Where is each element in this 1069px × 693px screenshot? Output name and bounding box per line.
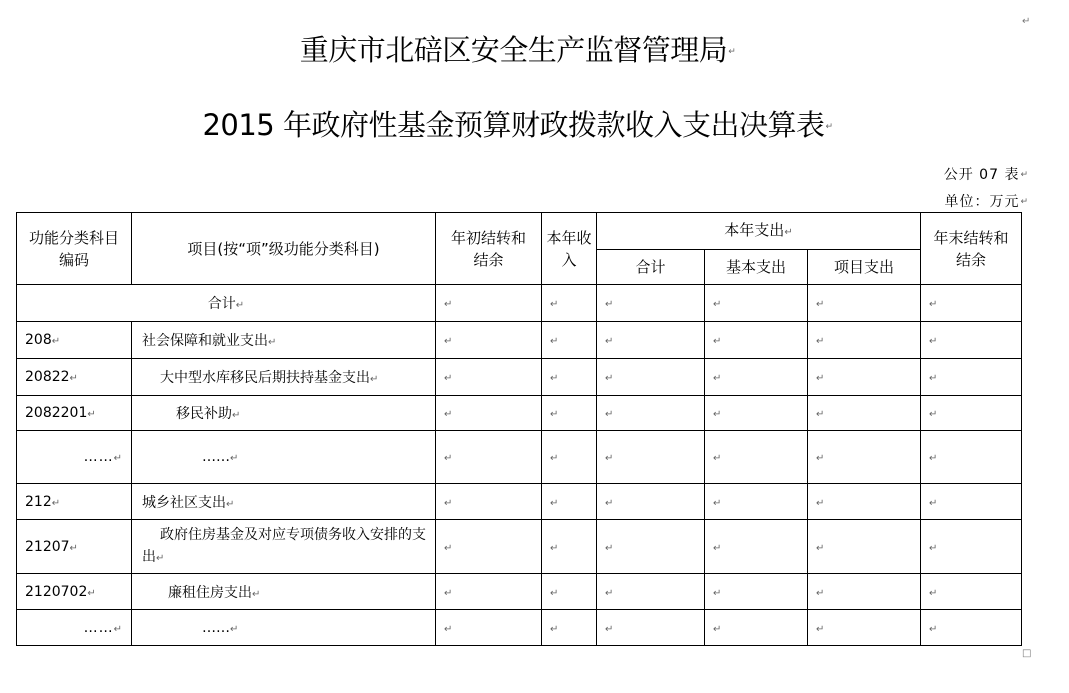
unit-label: 单位：万元↵ [944,194,1029,210]
header-expense-project: 项目支出 [808,250,921,285]
cell-empty: ↵ [597,396,705,431]
row-item: ……↵ [132,610,436,646]
cell-empty: ↵ [808,396,921,431]
row-code: 20822↵ [17,359,132,396]
document-title-line1: 重庆市北碚区安全生产监督管理局↵ [299,33,736,67]
cell-empty: ↵ [436,322,542,359]
cell-empty: ↵ [921,322,1022,359]
paragraph-mark: ↵ [1022,16,1031,27]
cell-empty: ↵ [705,359,808,396]
row-item: 廉租住房支出↵ [132,574,436,610]
table-row [17,359,1022,396]
cell-empty: ↵ [542,431,597,484]
cell-empty: ↵ [436,431,542,484]
header-item: 项目(按“项”级功能分类科目) [132,213,436,285]
table-row [17,396,1022,431]
table-row [17,520,1022,574]
row-item: 移民补助↵ [132,396,436,431]
cell-empty: ↵ [542,484,597,520]
cell-empty: ↵ [808,484,921,520]
cell-empty: ↵ [597,520,705,574]
cell-empty: ↵ [921,574,1022,610]
document-number: 公开 07 表↵ [943,167,1029,183]
row-code: ……↵ [17,431,132,484]
row-code: 2082201↵ [17,396,132,431]
cell-empty: ↵ [597,285,705,322]
total-row [17,285,1022,322]
cell-empty: ↵ [597,610,705,646]
row-code: 21207↵ [17,520,132,574]
cell-empty: ↵ [436,520,542,574]
row-item: 政府住房基金及对应专项债务收入安排的支出↵ [132,520,436,574]
cell-empty: ↵ [921,431,1022,484]
header-begin-balance: 年初结转和结余 [436,213,542,285]
cell-empty: ↵ [436,396,542,431]
cell-empty: ↵ [542,574,597,610]
header-expense-total: 合计 [597,250,705,285]
cell-empty: ↵ [808,359,921,396]
cell-empty: ↵ [705,431,808,484]
row-item: 大中型水库移民后期扶持基金支出↵ [132,359,436,396]
cell-empty: ↵ [705,322,808,359]
cell-empty: ↵ [808,610,921,646]
cell-empty: ↵ [597,484,705,520]
cell-empty: ↵ [705,396,808,431]
header-income: 本年收入 [542,213,597,285]
cell-empty: ↵ [542,285,597,322]
header-expense-group: 本年支出↵ [597,213,921,250]
cell-empty: ↵ [542,396,597,431]
cell-empty: ↵ [705,484,808,520]
header-end-balance: 年末结转和结余 [921,213,1022,285]
cell-empty: ↵ [808,285,921,322]
budget-table [16,212,1022,646]
cell-empty: ↵ [436,285,542,322]
cell-empty: ↵ [808,574,921,610]
cell-empty: ↵ [705,610,808,646]
table-row [17,610,1022,646]
table-row [17,484,1022,520]
cell-empty: ↵ [705,574,808,610]
cell-empty: ↵ [436,610,542,646]
row-item: 城乡社区支出↵ [132,484,436,520]
row-code: 208↵ [17,322,132,359]
document-title-line2: 2015 年政府性基金预算财政拨款收入支出决算表↵ [202,108,833,142]
cell-empty: ↵ [436,574,542,610]
row-item: ……↵ [132,431,436,484]
cell-empty: ↵ [808,431,921,484]
cell-empty: ↵ [597,574,705,610]
table-row [17,322,1022,359]
cell-empty: ↵ [705,520,808,574]
cell-empty: ↵ [808,520,921,574]
cell-empty: ↵ [705,285,808,322]
cell-empty: ↵ [597,322,705,359]
cell-empty: ↵ [542,359,597,396]
header-expense-basic: 基本支出 [705,250,808,285]
cell-empty: ↵ [542,610,597,646]
cell-empty: ↵ [921,610,1022,646]
cell-empty: ↵ [597,431,705,484]
row-code: ……↵ [17,610,132,646]
row-item: 社会保障和就业支出↵ [132,322,436,359]
header-code: 功能分类科目编码 [17,213,132,285]
cell-empty: ↵ [921,359,1022,396]
table-row [17,574,1022,610]
row-code: 212↵ [17,484,132,520]
table-end-mark: □ [1022,648,1032,659]
table-row [17,431,1022,484]
cell-empty: ↵ [542,520,597,574]
cell-empty: ↵ [808,322,921,359]
cell-empty: ↵ [921,285,1022,322]
cell-empty: ↵ [436,359,542,396]
cell-empty: ↵ [921,396,1022,431]
cell-empty: ↵ [921,520,1022,574]
cell-empty: ↵ [597,359,705,396]
cell-empty: ↵ [921,484,1022,520]
row-code: 2120702↵ [17,574,132,610]
cell-empty: ↵ [436,484,542,520]
cell-empty: ↵ [542,322,597,359]
total-label: 合计↵ [17,285,436,322]
